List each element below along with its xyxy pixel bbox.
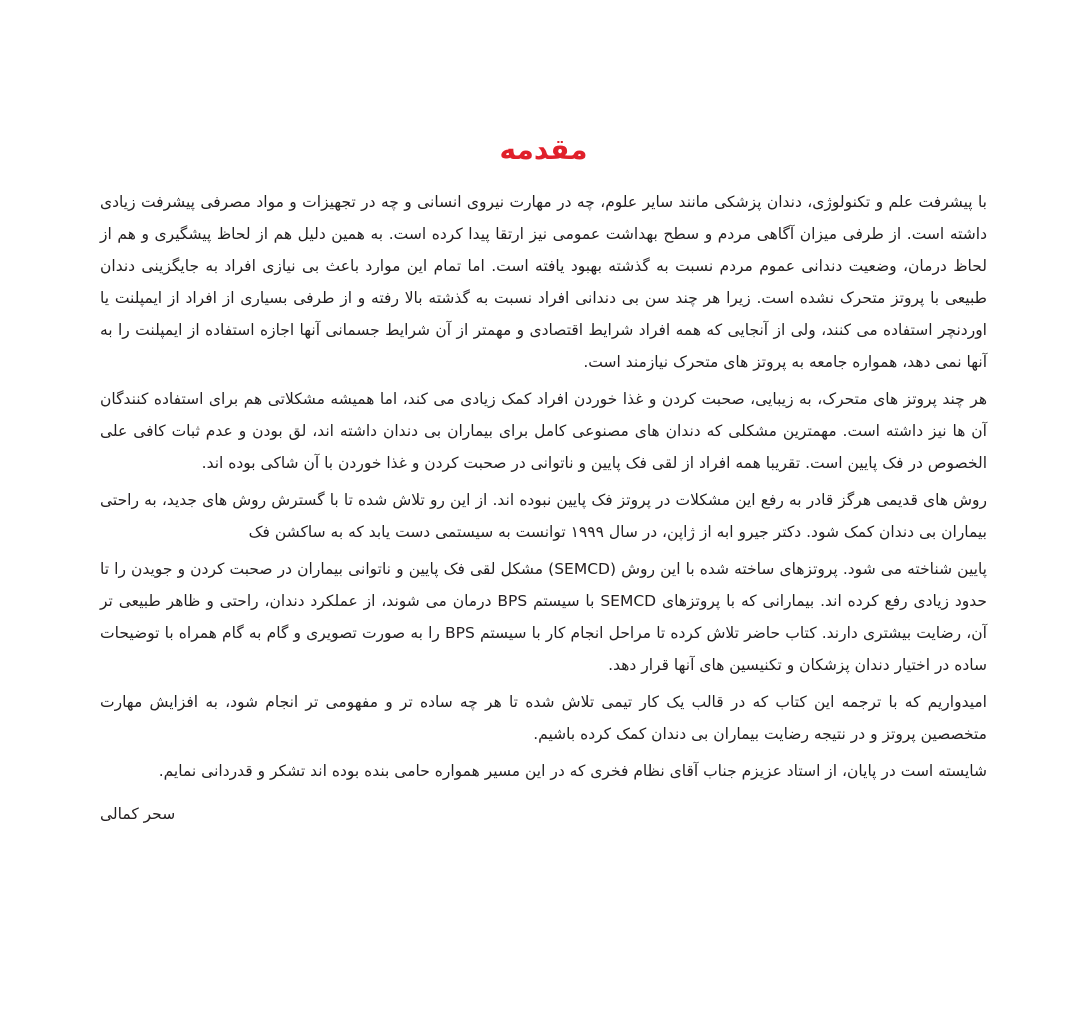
paragraph-3: روش های قدیمی هرگز قادر به رفع این مشکلات در پروتز فک پایین نبوده اند. از این رو تلاش شده تا با گسترش روش های جدید، به راحتی بیماران بی دندان کمک شود. دکتر جیرو ابه از ژاپن، در سال ۱۹۹۹ توانست به سیستمی دست یابد که به ساکشن فک (100, 491, 987, 541)
paragraph-4: پایین شناخته می شود. پروتزهای ساخته شده با این روش (SEMCD) مشکل لقی فک پایین و ناتوانی بیماران در صحبت کردن و جویدن را تا حدود زیادی رفع کرده اند. بیمارانی که با پروتزهای SEMCD با سیستم BPS درمان می شوند، از عملکرد دندان، راحتی و ظاهر طبیعی تر آن، رضایت بیشتری دارند. کتاب حاضر تلاش کرده تا مراحل انجام کار با سیستم BPS را به صورت تصویری و گام به گام همراه با توضیحات ساده در اختیار دندان پزشکان و تکنیسین های آنها قرار دهد. (100, 560, 987, 674)
paragraph-5: امیدواریم که با ترجمه این کتاب که در قالب یک کار تیمی تلاش شده تا هر چه ساده تر و مفهومی تر انجام شود، به افزایش مهارت متخصصین پروتز و در نتیجه رضایت بیماران بی دندان کمک کرده باشیم. (100, 693, 987, 743)
signature-block (100, 792, 987, 830)
author-signature: سحر کمالی (100, 805, 176, 823)
page-title: مقدمه (499, 133, 588, 166)
paragraph-1: با پیشرفت علم و تکنولوژی، دندان پزشکی مانند سایر علوم، چه در مهارت نیروی انسانی و چه در تجهیزات و مواد مصرفی پیشرفت زیادی داشته است. از طرفی میزان آگاهی مردم و سطح بهداشت عمومی نیز ارتقا پیدا کرده است. به همین دلیل هم از لحاظ پیشگیری و هم از لحاظ درمان، وضعیت دندانی عموم مردم نسبت به گذشته بهبود یافته است. اما تمام این موارد باعث بی نیازی افراد به جایگزینی دندان طبیعی با پروتز متحرک نشده است. زیرا هر چند سن بی دندانی افراد نسبت به گذشته بالا رفته و از طرفی بسیاری از افراد از ایمپلنت یا اوردنچر استفاده می کنند، ولی از آنجایی که همه افراد شرایط اقتصادی و مهمتر از آن شرایط جسمانی آنها اجازه استفاده از ایمپلنت را به آنها نمی دهد، همواره جامعه به پروتز های متحرک نیازمند است. (100, 193, 987, 371)
document-page (100, 130, 987, 830)
paragraph-6: شایسته است در پایان، از استاد عزیزم جناب آقای نظام فخری که در این مسیر همواره حامی بنده بوده اند تشکر و قدردانی نمایم. (158, 762, 987, 780)
paragraph-2: هر چند پروتز های متحرک، به زیبایی، صحبت کردن و غذا خوردن افراد کمک زیادی می کند، اما همیشه مشکلاتی هم برای استفاده کنندگان آن ها نیز داشته است. مهمترین مشکلی که دندان های مصنوعی کامل برای بیماران بی دندان داشته اند، لق بودن و عدم ثبات کافی علی الخصوص در فک پایین است. تقریبا همه افراد از لقی فک پایین و ناتوانی در صحبت کردن و غذا خوردن با آن شاکی بوده اند. (100, 390, 987, 472)
